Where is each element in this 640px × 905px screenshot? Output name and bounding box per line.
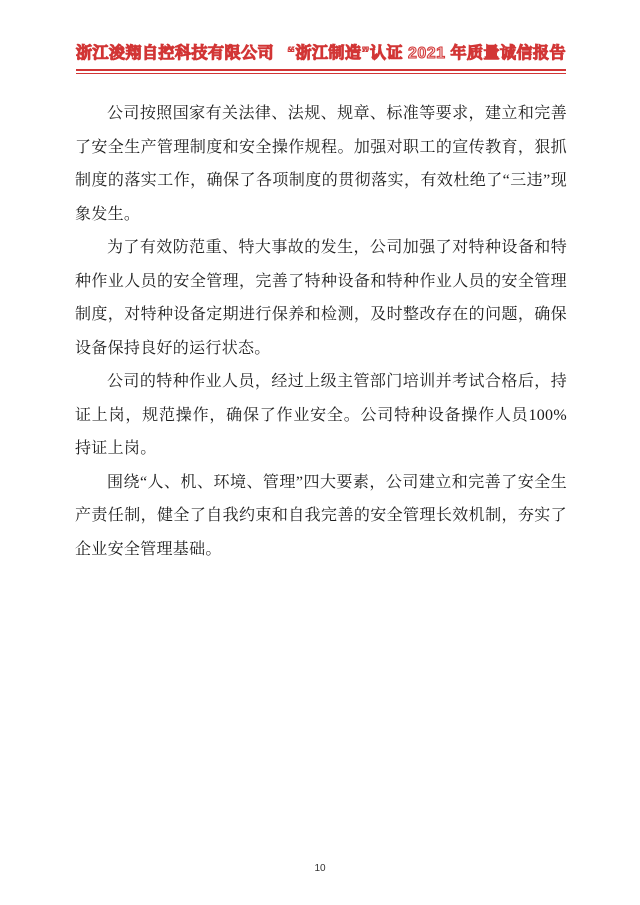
- paragraph: 公司的特种作业人员，经过上级主管部门培训并考试合格后，持证上岗，规范操作，确保了作业安全。公司特种设备操作人员100%持证上岗。: [75, 373, 567, 457]
- document-body: [75, 97, 567, 566]
- paragraph: 为了有效防范重、特大事故的发生，公司加强了对特种设备和特种作业人员的安全管理，完善了特种设备和特种作业人员的安全管理制度，对特种设备定期进行保养和检测，及时整改存在的问题，确保设备保持良好的运行状态。: [75, 239, 567, 357]
- header-rule: [76, 69, 566, 74]
- report-title: “浙江制造”认证 2021 年质量诚信报告: [287, 45, 566, 62]
- company-name: 浙江浚翔自控科技有限公司: [76, 45, 275, 62]
- paragraph: 公司按照国家有关法律、法规、规章、标准等要求，建立和完善了安全生产管理制度和安全操作规程。加强对职工的宣传教育，狠抓制度的落实工作，确保了各项制度的贯彻落实，有效杜绝了“三违”现象发生。: [75, 105, 567, 223]
- paragraph: 围绕“人、机、环境、管理”四大要素，公司建立和完善了安全生产责任制，健全了自我约束和自我完善的安全管理长效机制，夯实了企业安全管理基础。: [75, 473, 567, 558]
- header-row: [76, 40, 566, 63]
- header-rule-thick-line: [76, 69, 566, 71]
- page-number: 10: [314, 863, 326, 874]
- page-footer: [0, 858, 640, 876]
- header-rule-thin-line: [76, 73, 566, 74]
- page-header: [76, 40, 566, 74]
